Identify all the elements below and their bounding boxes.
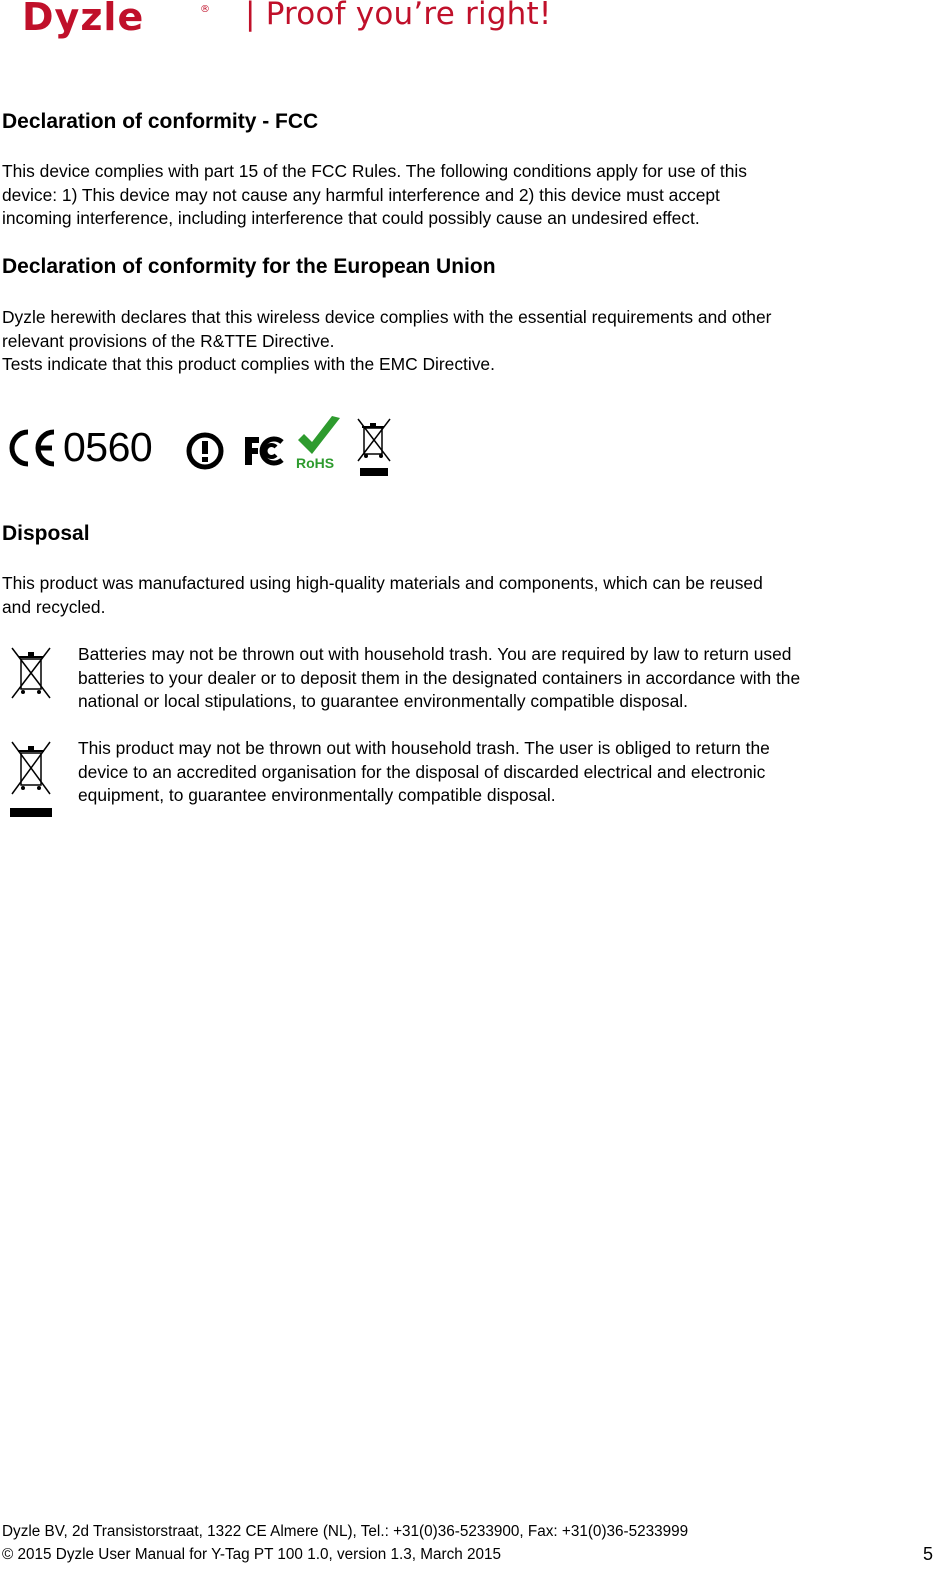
rohs-checkmark-icon [294,414,344,470]
page-footer [2,1521,937,1566]
disposal-heading: Disposal [2,522,90,545]
weee-product-bin-icon [6,738,56,820]
battery-bin-icon [8,644,54,700]
page-number: 5 [922,1544,933,1564]
ce-mark-icon [6,428,60,468]
page-header [20,0,620,50]
fcc-paragraph: This device complies with part 15 of the FCC Rules. The following conditions apply for use of this device: 1) This device may not cause any harmful interference and 2) this device must accept incoming interference, including interference that could possibly cause an undesired effect. [2,161,747,228]
footer-copyright: © 2015 Dyzle User Manual for Y-Tag PT 100 1.0, version 1.3, March 2015 [2,1545,502,1563]
fcc-logo-icon [242,434,288,468]
rohs-label: RoHS [296,455,335,470]
brand-name: Dyzle [22,0,145,39]
footer-address: Dyzle BV, 2d Transistorstraat, 1322 CE Almere (NL), Tel.: +31(0)36-5233900, Fax: +31(0)36-5233999 [2,1523,689,1540]
batteries-paragraph: Batteries may not be thrown out with household trash. You are required by law to return used batteries to your dealer or to deposit them in the designated containers in accordance with the national or local stipulations, to guarantee environmentally compatible disposal. [78,644,801,711]
eu-paragraph: Dyzle herewith declares that this wireless device complies with the essential requirements and other relevant provisions of the R&TTE Directive. Tests indicate that this product complies with the EMC Directive. [2,307,772,374]
disposal-intro: This product was manufactured using high-quality materials and components, which can be reused and recycled. [2,573,763,617]
registered-mark: ® [200,4,210,15]
notified-body-number: 0560 [63,424,153,470]
weee-bin-icon [352,416,394,478]
product-disposal-paragraph: This product may not be thrown out with household trash. The user is obliged to return the device to an accredited organisation for the disposal of discarded electrical and electronic equipment, to guarantee environmentally compatible disposal. [78,738,770,805]
alert-class2-icon [186,432,224,470]
tagline: | Proof you’re right! [245,0,552,32]
certification-marks [6,414,406,478]
eu-heading: Declaration of conformity for the European Union [2,255,496,278]
dyzle-logo [20,0,230,50]
fcc-heading: Declaration of conformity - FCC [2,110,319,133]
